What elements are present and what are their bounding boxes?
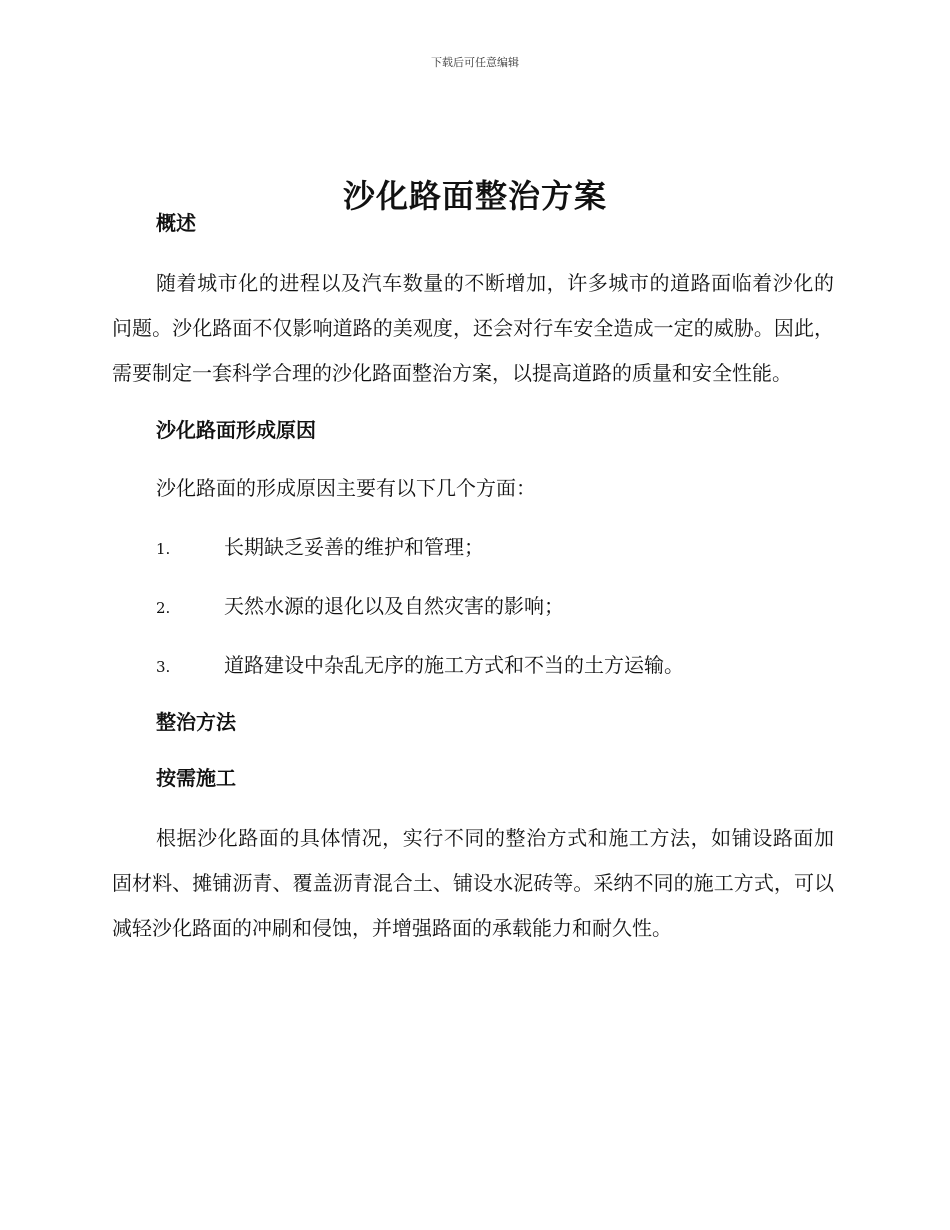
section-heading-causes: 沙化路面形成原因	[156, 418, 316, 442]
list-item-number: 1.	[156, 540, 171, 558]
section-heading-overview: 概述	[156, 211, 196, 235]
causes-intro: 沙化路面的形成原因主要有以下几个方面：	[156, 476, 536, 500]
list-item	[112, 525, 834, 572]
list-item-number: 3.	[156, 658, 171, 676]
document-body	[112, 203, 834, 951]
list-item-number: 2.	[156, 599, 171, 617]
list-item	[112, 643, 834, 690]
list-item-text: 长期缺乏妥善的维护和管理；	[224, 535, 484, 559]
document-title: 沙化路面整治方案	[342, 177, 607, 216]
page-header-note: 下载后可任意编辑	[431, 56, 519, 69]
list-item	[112, 584, 834, 631]
overview-paragraph: 随着城市化的进程以及汽车数量的不断增加，许多城市的道路面临着沙化的问题。沙化路面不仅影响道路的美观度，还会对行车安全造成一定的威胁。因此，需要制定一套科学合理的沙化路面整治方案，以提高道路的质量和安全性能。	[112, 271, 834, 385]
methods-paragraph: 根据沙化路面的具体情况，实行不同的整治方式和施工方法，如铺设路面加固材料、摊铺沥青、覆盖沥青混合土、铺设水泥砖等。采纳不同的施工方式，可以减轻沙化路面的冲刷和侵蚀，并增强路面的承载能力和耐久性。	[112, 826, 834, 940]
subsection-heading-on-demand: 按需施工	[156, 766, 236, 790]
list-item-text: 道路建设中杂乱无序的施工方式和不当的土方运输。	[224, 653, 684, 677]
section-heading-methods: 整治方法	[156, 710, 236, 734]
list-item-text: 天然水源的退化以及自然灾害的影响；	[224, 594, 564, 618]
